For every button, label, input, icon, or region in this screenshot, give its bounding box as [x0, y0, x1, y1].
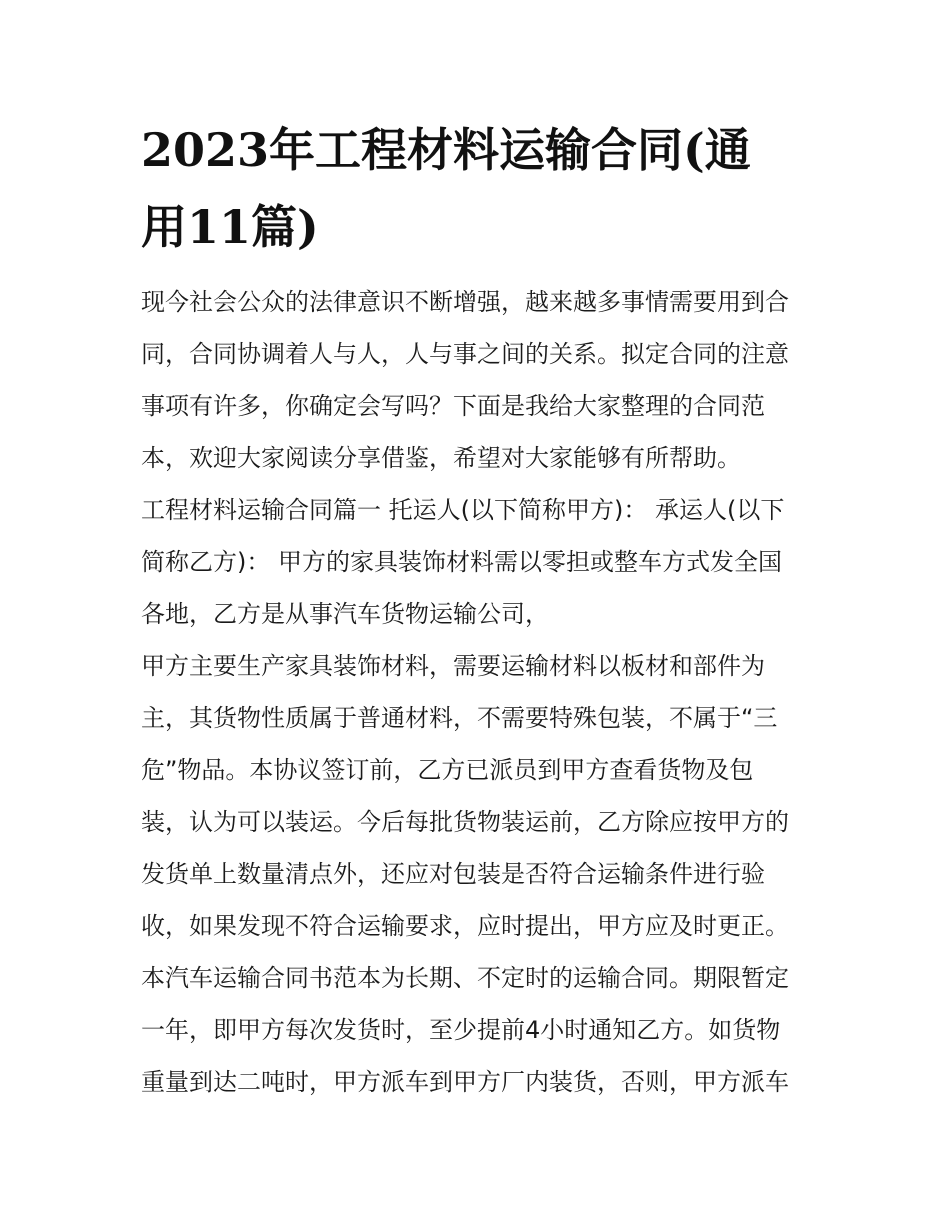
body-line: 重量到达二吨时，甲方派车到甲方厂内装货，否则，甲方派车	[141, 1068, 789, 1096]
body-line: 发货单上数量清点外，还应对包装是否符合运输条件进行验	[141, 860, 765, 888]
body-line: 甲方主要生产家具装饰材料，需要运输材料以板材和部件为	[141, 652, 765, 680]
title-line-2: 用11篇)	[141, 200, 319, 254]
body-line: 一年，即甲方每次发货时，至少提前4小时通知乙方。如货物	[141, 1016, 781, 1044]
document-title	[141, 112, 821, 266]
body-line: 收，如果发现不符合运输要求，应时提出，甲方应及时更正。	[141, 912, 789, 940]
title-line-1: 2023年工程材料运输合同(通	[141, 123, 751, 177]
body-line: 各地，乙方是从事汽车货物运输公司，	[141, 600, 549, 628]
body-line: 装，认为可以装运。今后每批货物装运前，乙方除应按甲方的	[141, 808, 789, 836]
body-line: 事项有许多，你确定会写吗？下面是我给大家整理的合同范	[141, 392, 765, 420]
body-line: 简称乙方)： 甲方的家具装饰材料需以零担或整车方式发全国	[141, 548, 782, 576]
document-body	[141, 276, 821, 1108]
body-line: 危”物品。本协议签订前，乙方已派员到甲方查看货物及包	[141, 756, 754, 784]
body-line: 同，合同协调着人与人，人与事之间的关系。拟定合同的注意	[141, 340, 789, 368]
body-line: 工程材料运输合同篇一 托运人(以下简称甲方)： 承运人(以下	[141, 496, 785, 524]
body-line: 本汽车运输合同书范本为长期、不定时的运输合同。期限暂定	[141, 964, 789, 992]
body-line: 现今社会公众的法律意识不断增强，越来越多事情需要用到合	[141, 288, 789, 316]
body-line: 本，欢迎大家阅读分享借鉴，希望对大家能够有所帮助。	[141, 444, 741, 472]
body-line: 主，其货物性质属于普通材料，不需要特殊包装，不属于“三	[141, 704, 778, 732]
